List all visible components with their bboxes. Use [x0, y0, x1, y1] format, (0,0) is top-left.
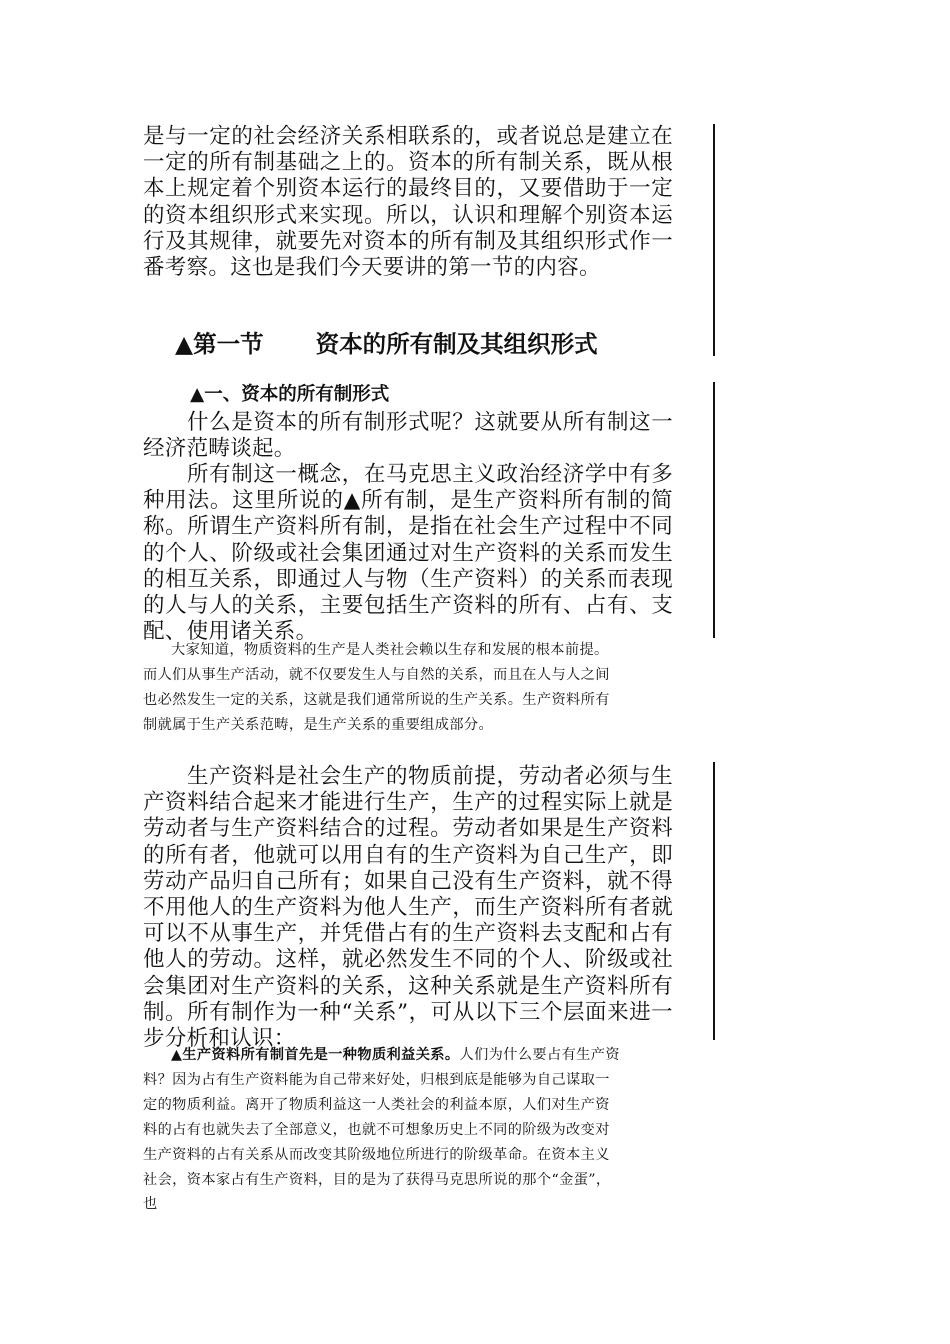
- note-body: 人们为什么要占有生产资料？因为占有生产资料能为自己带来好处，归根到底是能够为自己谋取一定的物质利益。离开了物质利益这一人类社会的利益本原，人们对生产资料的占有也就失去了全部意义，也就不可想象历史上不同的阶级为改变对生产资料的占有关系从而改变其阶级地位所进行的阶级革命。在资本主义社会，资本家占有生产资料，目的是为了获得马克思所说的那个“金蛋”，也: [143, 1047, 620, 1213]
- subsection-heading: ▲一、资本的所有制形式: [190, 384, 390, 405]
- intro-paragraph: 是与一定的社会经济关系相联系的，或者说总是建立在一定的所有制基础之上的。资本的所有制关系，既从根本上规定着个别资本运行的最终目的，又要借助于一定的资本组织形式来实现。所以，认识和理解个别资本运行及其规律，就要先对资本的所有制及其组织形式作一番考察。这也是我们今天要讲的第一节的内容。: [143, 124, 673, 281]
- margin-line: [713, 124, 715, 356]
- section-title: 资本的所有制及其组织形式: [315, 330, 598, 358]
- note-paragraph-production-relations: 大家知道，物质资料的生产是人类社会赖以生存和发展的根本前提。而人们从事生产活动，就不仅要发生人与自然的关系，而且在人与人之间也必然发生一定的关系，这就是我们通常所说的生产关系。生产资料所有制就属于生产关系范畴，是生产关系的重要组成部分。: [143, 642, 610, 733]
- paragraph-ownership-concept: 所有制这一概念，在马克思主义政治经济学中有多种用法。这里所说的▲所有制，是生产资料所有制的简称。所谓生产资料所有制，是指在社会生产过程中不同的个人、阶级或社会集团通过对生产资料的关系而发生的相互关系，即通过人与物（生产资料）的关系而表现的人与人的关系，主要包括生产资料的所有、占有、支配、使用诸关系。: [143, 462, 673, 645]
- note-paragraph-material-interest: [143, 1043, 621, 1217]
- margin-line: [713, 762, 715, 1040]
- section-marker: ▲第一节: [175, 330, 264, 358]
- paragraph-means-of-production: 生产资料是社会生产的物质前提，劳动者必须与生产资料结合起来才能进行生产，生产的过程实际上就是劳动者与生产资料结合的过程。劳动者如果是生产资料的所有者，他就可以用自有的生产资料为自己生产，即劳动产品归自己所有；如果自己没有生产资料，就不得不用他人的生产资料为他人生产，而生产资料所有者就可以不从事生产，并凭借占有的生产资料去支配和占有他人的劳动。这样，就必然发生不同的个人、阶级或社会集团对生产资料的关系，这种关系就是生产资料所有制。所有制作为一种“关系”，可从以下三个层面来进一步分析和认识：: [143, 764, 673, 1052]
- note-bold-lead: ▲生产资料所有制首先是一种物质利益关系。: [171, 1047, 460, 1063]
- section-heading: [175, 326, 598, 362]
- paragraph-what-is-ownership: 什么是资本的所有制形式呢？这就要从所有制这一经济范畴谈起。: [143, 410, 673, 462]
- margin-line: [713, 382, 715, 638]
